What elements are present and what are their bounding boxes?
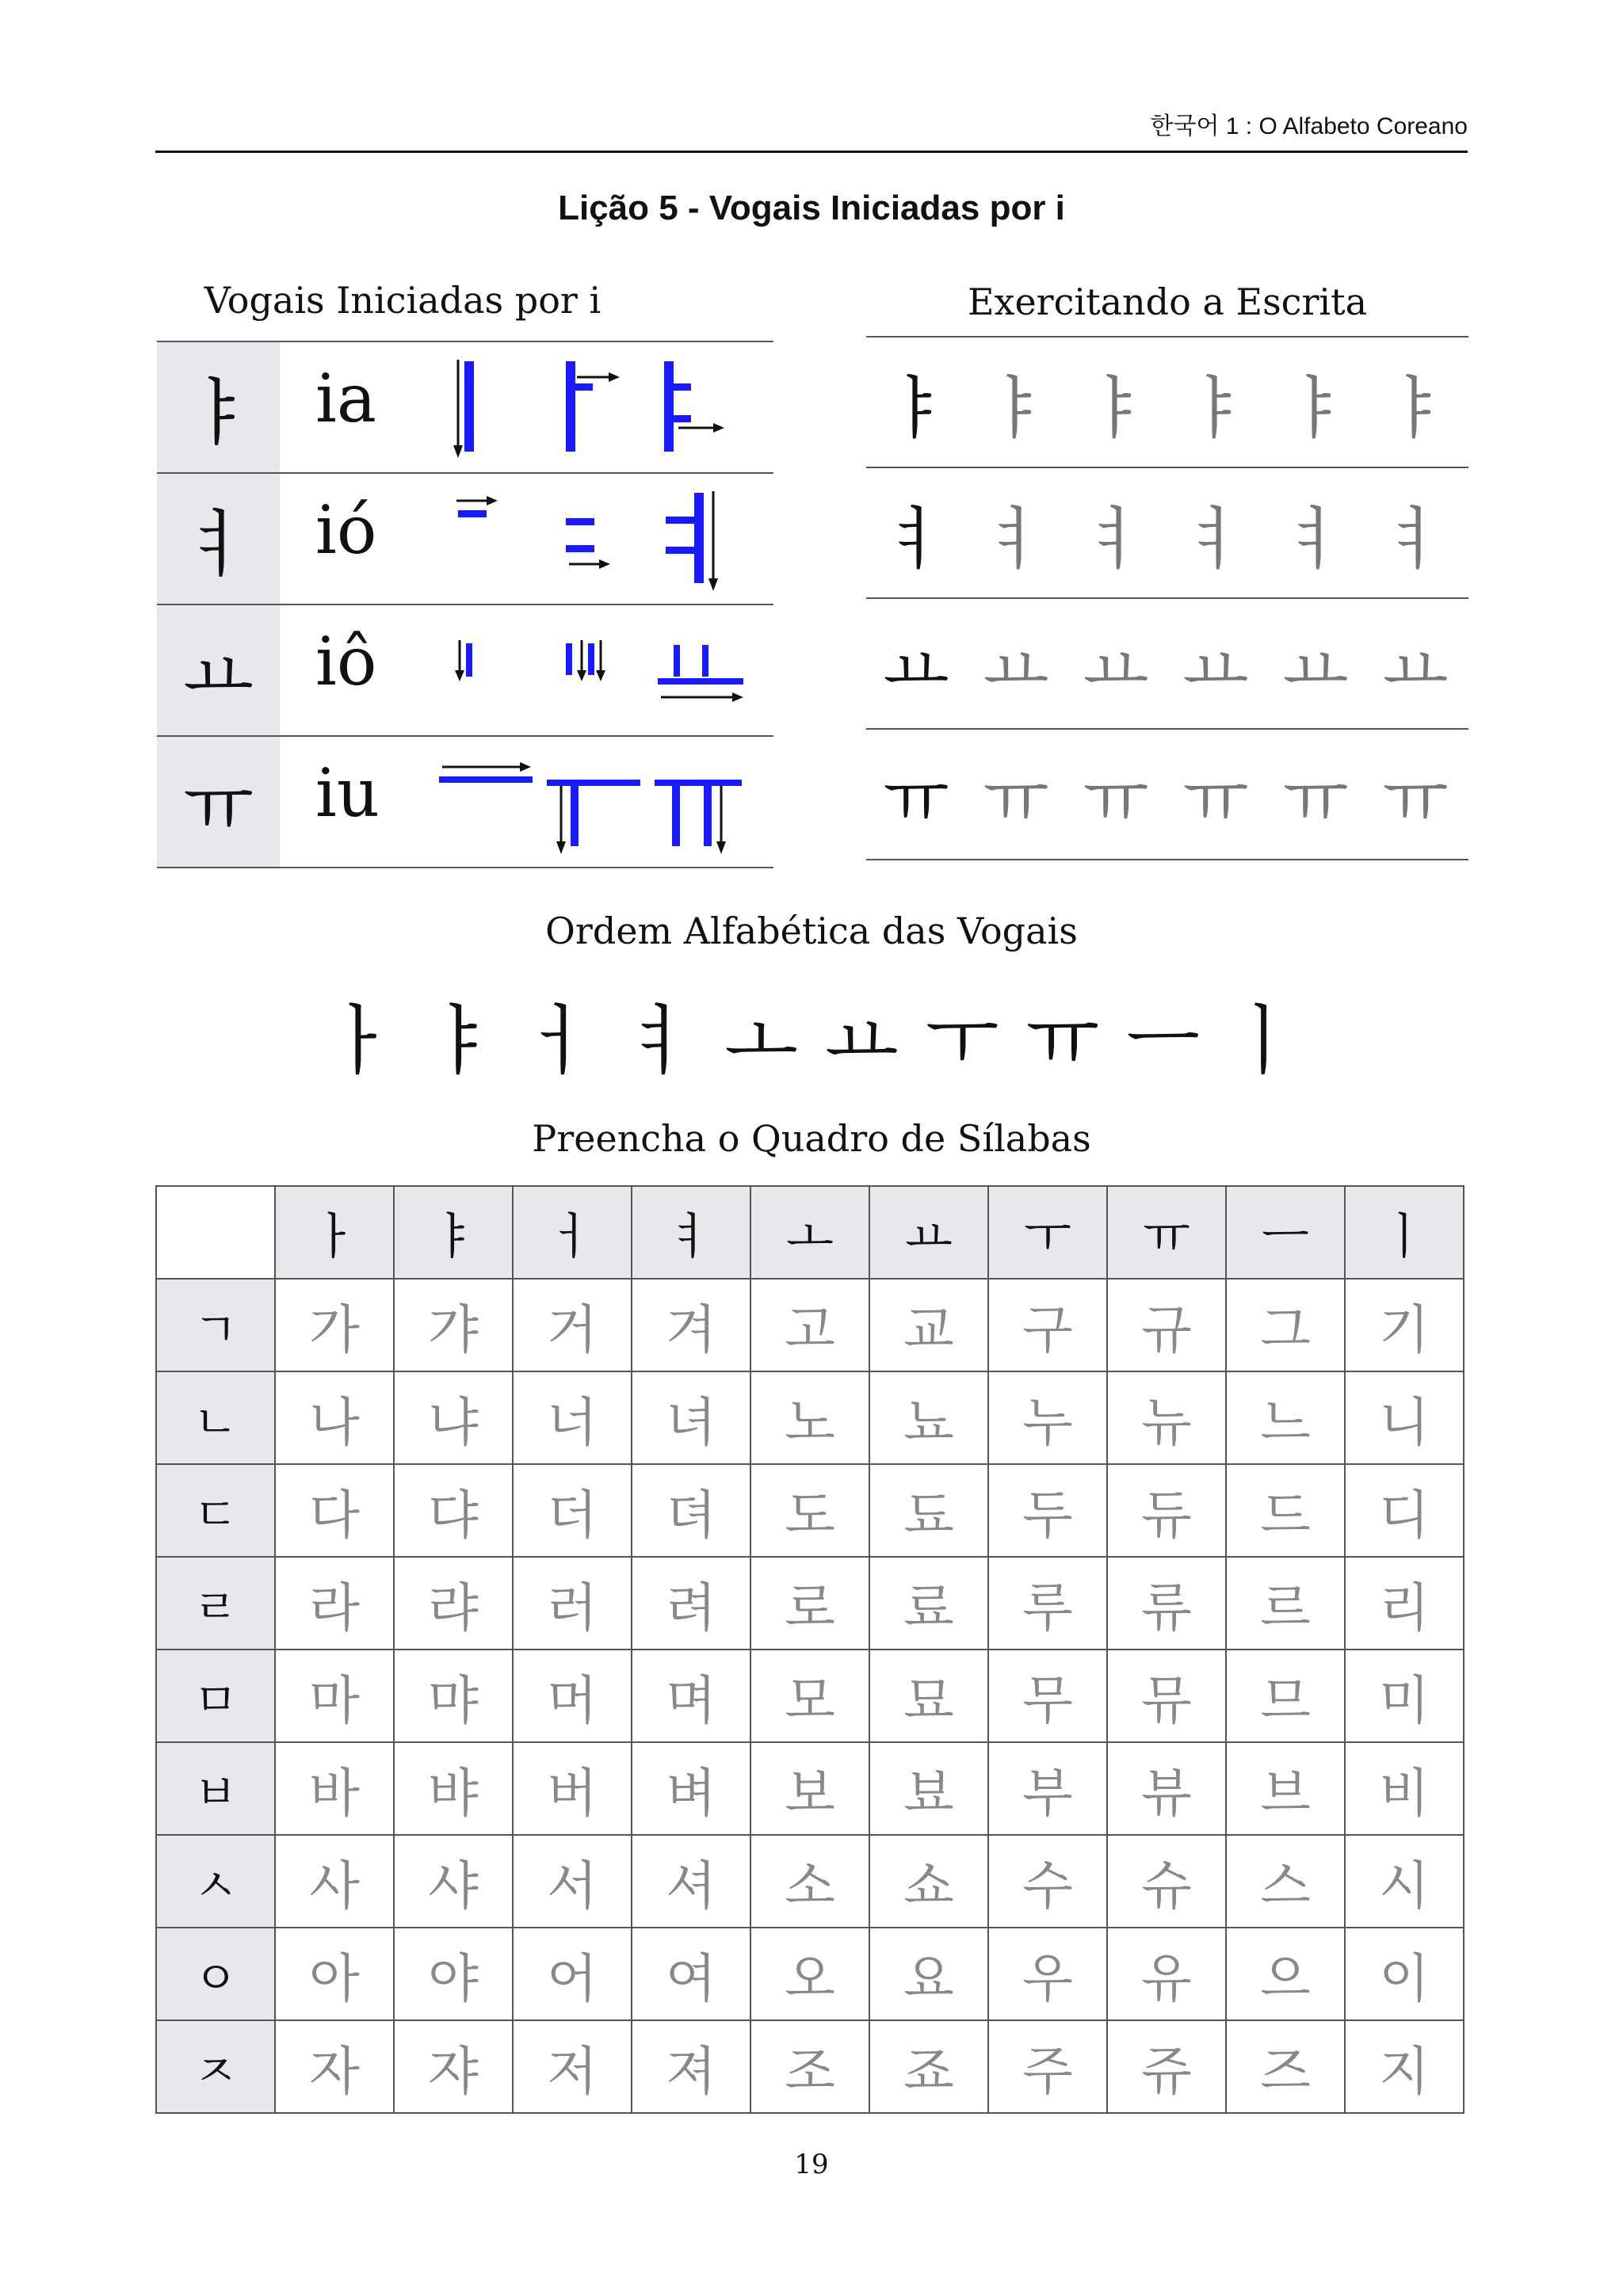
romanization: iu [315,754,380,832]
grid-syllable-cell: 구 [988,1279,1107,1371]
grid-syllable-cell: 미 [1345,1650,1464,1742]
order-vowel: ㅣ [1227,997,1300,1085]
practice-cell: ㅕ [1282,499,1349,579]
practice-cell: ㅛ [1083,630,1149,710]
grid-syllable-cell: 야 [394,1928,513,2020]
practice-cell: ㅑ [983,368,1049,448]
grid-syllable-cell: 바 [275,1742,394,1835]
grid-syllable-cell: 그 [1226,1279,1345,1371]
grid-syllable-cell: 이 [1345,1928,1464,2020]
grid-syllable-cell: 저 [513,2020,632,2113]
grid-consonant-cell: ㄴ [156,1371,275,1464]
grid-syllable-cell: 브 [1226,1742,1345,1835]
grid-syllable-cell: 루 [988,1557,1107,1650]
grid-syllable-cell: 뎌 [632,1464,750,1557]
grid-syllable-cell: 규 [1107,1279,1226,1371]
stroke-order-diagram [411,474,775,604]
grid-syllable-cell: 노 [750,1371,869,1464]
practice-cell: ㅠ [1282,761,1349,841]
grid-syllable-cell: 요 [869,1928,988,2020]
grid-column-header: ㅑ [394,1186,513,1279]
grid-column-header: ㅣ [1345,1186,1464,1279]
grid-syllable-cell: 비 [1345,1742,1464,1835]
practice-cell: ㅑ [1182,368,1249,448]
grid-syllable-cell: 즈 [1226,2020,1345,2113]
grid-syllable-cell: 뵤 [869,1742,988,1835]
grid-syllable-cell: 러 [513,1557,632,1650]
romanization: iô [315,623,377,700]
order-vowel: ㅠ [1025,997,1100,1085]
grid-syllable-cell: 겨 [632,1279,750,1371]
grid-column-header: ㅡ [1226,1186,1345,1279]
grid-syllable-cell: 기 [1345,1279,1464,1371]
grid-syllable-cell: 머 [513,1650,632,1742]
grid-row [156,1835,1464,1928]
grid-syllable-cell: 오 [750,1928,869,2020]
grid-syllable-cell: 져 [632,2020,750,2113]
grid-row [156,1928,1464,2020]
grid-syllable-cell: 다 [275,1464,394,1557]
grid-column-header: ㅗ [750,1186,869,1279]
practice-cell: ㅠ [1182,761,1249,841]
grid-syllable-cell: 리 [1345,1557,1464,1650]
stroke-order-diagram [411,605,775,735]
practice-row [866,599,1468,730]
grid-syllable-cell: 셔 [632,1835,750,1928]
practice-cell: ㅛ [1282,630,1349,710]
vowels-section-title: Vogais Iniciadas por i [204,279,601,322]
order-vowel: ㅗ [724,997,798,1085]
practice-row [866,468,1468,599]
grid-row [156,2020,1464,2113]
syllable-grid [155,1185,1465,2114]
grid-syllable-cell: 유 [1107,1928,1226,2020]
grid-syllable-cell: 뮤 [1107,1650,1226,1742]
grid-column-header: ㅓ [513,1186,632,1279]
grid-syllable-cell: 무 [988,1650,1107,1742]
practice-cell: ㅑ [1083,368,1149,448]
running-header: 한국어 1 : O Alfabeto Coreano [1150,113,1468,139]
grid-consonant-cell: ㅇ [156,1928,275,2020]
grid-column-header: ㅠ [1107,1186,1226,1279]
practice-cell: ㅛ [883,630,949,710]
vowel-cell: ㅑ [157,342,280,472]
grid-row [156,1557,1464,1650]
grid-syllable-cell: 교 [869,1279,988,1371]
grid-syllable-cell: 냐 [394,1371,513,1464]
grid-syllable-cell: 묘 [869,1650,988,1742]
practice-row [866,338,1468,468]
practice-cell: ㅛ [1182,630,1249,710]
grid-row [156,1742,1464,1835]
grid-syllable-cell: 쟈 [394,2020,513,2113]
grid-column-header: ㅛ [869,1186,988,1279]
grid-row [156,1279,1464,1371]
grid-syllable-cell: 조 [750,2020,869,2113]
practice-cell: ㅠ [1083,761,1149,841]
grid-syllable-cell: 거 [513,1279,632,1371]
grid-syllable-cell: 가 [275,1279,394,1371]
grid-syllable-cell: 며 [632,1650,750,1742]
grid-syllable-cell: 아 [275,1928,394,2020]
grid-syllable-cell: 쇼 [869,1835,988,1928]
stroke-order-diagram [411,737,775,867]
grid-syllable-cell: 댜 [394,1464,513,1557]
practice-cell: ㅕ [983,499,1049,579]
grid-syllable-cell: 지 [1345,2020,1464,2113]
practice-cell: ㅑ [1282,368,1349,448]
practice-cell: ㅕ [1382,499,1449,579]
grid-syllable-cell: 슈 [1107,1835,1226,1928]
order-vowel: ㅡ [1126,997,1200,1085]
grid-syllable-cell: 드 [1226,1464,1345,1557]
grid-consonant-cell: ㅁ [156,1650,275,1742]
practice-cell: ㅛ [983,630,1049,710]
grid-syllable-cell: 어 [513,1928,632,2020]
order-vowel: ㅓ [523,997,598,1085]
grid-syllable-cell: 듀 [1107,1464,1226,1557]
grid-consonant-cell: ㅈ [156,2020,275,2113]
grid-column-header: ㅕ [632,1186,750,1279]
order-vowel: ㅜ [925,997,999,1085]
grid-syllable-cell: 수 [988,1835,1107,1928]
grid-syllable-cell: 뷰 [1107,1742,1226,1835]
grid-syllable-cell: 자 [275,2020,394,2113]
practice-cell: ㅕ [1083,499,1149,579]
grid-syllable-cell: 보 [750,1742,869,1835]
grid-syllable-cell: 로 [750,1557,869,1650]
grid-syllable-cell: 라 [275,1557,394,1650]
lesson-title: Lição 5 - Vogais Iniciadas por i [558,189,1065,227]
vowel-order-row [0,981,1623,1089]
vowel-cell: ㅛ [157,605,280,735]
order-vowel: ㅛ [825,997,899,1085]
page-number: 19 [794,2149,829,2180]
grid-syllable-cell: 소 [750,1835,869,1928]
stroke-order-diagram [411,342,775,472]
grid-column-header: ㅏ [275,1186,394,1279]
vowel-row [157,735,773,868]
grid-consonant-cell: ㅂ [156,1742,275,1835]
grid-syllable-cell: 으 [1226,1928,1345,2020]
practice-cell: ㅑ [1382,368,1449,448]
grid-syllable-cell: 르 [1226,1557,1345,1650]
grid-syllable-cell: 우 [988,1928,1107,2020]
grid-syllable-cell: 더 [513,1464,632,1557]
practice-cell: ㅠ [883,761,949,841]
grid-row [156,1650,1464,1742]
vowel-row [157,604,773,735]
grid-syllable-cell: 버 [513,1742,632,1835]
grid-syllable-cell: 도 [750,1464,869,1557]
grid-syllable-cell: 됴 [869,1464,988,1557]
grid-row [156,1464,1464,1557]
grid-consonant-cell: ㄱ [156,1279,275,1371]
grid-consonant-cell: ㄹ [156,1557,275,1650]
practice-cell: ㅕ [883,499,949,579]
grid-syllable-cell: 모 [750,1650,869,1742]
grid-syllable-cell: 주 [988,2020,1107,2113]
grid-syllable-cell: 마 [275,1650,394,1742]
grid-syllable-cell: 느 [1226,1371,1345,1464]
grid-syllable-cell: 죠 [869,2020,988,2113]
order-vowel: ㅕ [624,997,698,1085]
practice-cell: ㅠ [1382,761,1449,841]
vowel-row [157,341,773,472]
grid-syllable-cell: 여 [632,1928,750,2020]
grid-syllable-cell: 뇨 [869,1371,988,1464]
grid-syllable-cell: 쥬 [1107,2020,1226,2113]
grid-syllable-cell: 려 [632,1557,750,1650]
practice-cell: ㅠ [983,761,1049,841]
vowel-cell: ㅕ [157,474,280,604]
order-section-title: Ordem Alfabética das Vogais [545,910,1078,952]
grid-syllable-cell: 녀 [632,1371,750,1464]
grid-syllable-cell: 샤 [394,1835,513,1928]
grid-syllable-cell: 두 [988,1464,1107,1557]
grid-syllable-cell: 부 [988,1742,1107,1835]
grid-row [156,1371,1464,1464]
grid-syllable-cell: 먀 [394,1650,513,1742]
grid-syllable-cell: 디 [1345,1464,1464,1557]
grid-syllable-cell: 니 [1345,1371,1464,1464]
grid-syllable-cell: 고 [750,1279,869,1371]
grid-syllable-cell: 갸 [394,1279,513,1371]
grid-syllable-cell: 벼 [632,1742,750,1835]
grid-header-row [156,1186,1464,1279]
grid-corner-cell [156,1186,275,1279]
grid-syllable-cell: 너 [513,1371,632,1464]
header-rule [155,151,1468,153]
grid-syllable-cell: 사 [275,1835,394,1928]
order-vowel: ㅑ [423,997,497,1085]
practice-section-title: Exercitando a Escrita [967,280,1368,323]
grid-syllable-cell: 시 [1345,1835,1464,1928]
grid-syllable-cell: 랴 [394,1557,513,1650]
syllable-section-title: Preencha o Quadro de Sílabas [532,1117,1091,1160]
grid-consonant-cell: ㄷ [156,1464,275,1557]
practice-cell: ㅕ [1182,499,1249,579]
practice-table [866,336,1468,860]
grid-syllable-cell: 뱌 [394,1742,513,1835]
grid-syllable-cell: 서 [513,1835,632,1928]
practice-cell: ㅑ [883,368,949,448]
romanization: ió [315,491,377,569]
vowel-cell: ㅠ [157,737,280,867]
grid-syllable-cell: 나 [275,1371,394,1464]
grid-syllable-cell: 누 [988,1371,1107,1464]
grid-syllable-cell: 스 [1226,1835,1345,1928]
vowels-table [157,341,773,868]
romanization: ia [315,360,376,437]
grid-syllable-cell: 뉴 [1107,1371,1226,1464]
grid-syllable-cell: 료 [869,1557,988,1650]
vowel-row [157,472,773,604]
practice-cell: ㅛ [1382,630,1449,710]
grid-consonant-cell: ㅅ [156,1835,275,1928]
grid-syllable-cell: 므 [1226,1650,1345,1742]
grid-syllable-cell: 류 [1107,1557,1226,1650]
practice-row [866,730,1468,860]
order-vowel: ㅏ [323,997,396,1085]
grid-column-header: ㅜ [988,1186,1107,1279]
